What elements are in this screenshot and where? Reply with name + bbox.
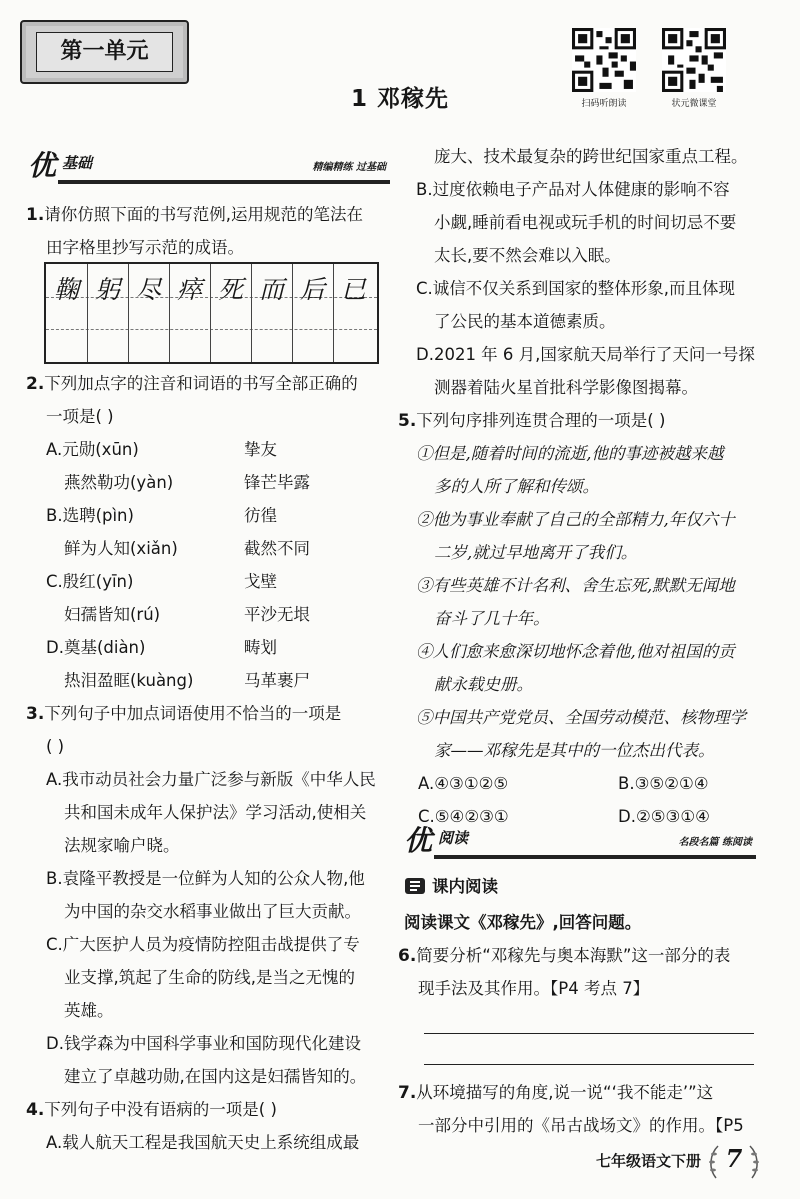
q3-option-line: A.我市动员社会力量广泛参与新版《中华人民	[46, 770, 376, 789]
section-reading-header	[404, 825, 756, 859]
grid-char: 而	[258, 275, 284, 304]
grid-char: 躬	[94, 275, 120, 304]
q3-option-line: 为中国的杂交水稻事业做出了巨大贡献。	[64, 902, 361, 921]
grid-char: 鞠	[53, 275, 79, 304]
q4-option-line: B.过度依赖电子产品对人体健康的影响不容	[416, 180, 730, 199]
section-title: 基础	[62, 154, 93, 172]
q3-option-line: D.钱学森为中国科学事业和国防现代化建设	[46, 1034, 361, 1053]
grid-char: 尽	[135, 275, 161, 304]
q7-line-2: 一部分中引用的《吊古战场文》的作用。【P5	[418, 1116, 744, 1135]
answer-line[interactable]	[424, 1064, 754, 1065]
reading-instruction: 阅读课文《邓稼先》,回答问题。	[404, 913, 642, 932]
unit-banner	[20, 20, 189, 84]
section-mark: 优	[404, 824, 433, 857]
q4-option-line: 庞大、技术最复杂的跨世纪国家重点工程。	[434, 147, 748, 166]
grid-char: 死	[217, 275, 243, 304]
q2-option-word: 彷徨	[244, 506, 277, 525]
qr-caption: 扫码听朗读	[581, 99, 627, 109]
footer-book: 七年级语文下册	[596, 1152, 702, 1170]
q2-line-2: 一项是( )	[46, 407, 114, 426]
q5-sentence-line: ①但是,随着时间的流逝,他的事迹被越来越	[416, 444, 724, 463]
q2-option-word: 马革裹尸	[244, 671, 310, 690]
q4-option-line: C.诚信不仅关系到国家的整体形象,而且体现	[416, 279, 736, 298]
q2-option: 燕然勒功(yàn)	[64, 473, 174, 492]
section-mark: 优	[28, 149, 57, 182]
q5-choice: D.②⑤③①④	[618, 807, 710, 826]
q5-choice: A.④③①②⑤	[418, 774, 509, 793]
q5-sentence-line: 多的人所了解和传颂。	[434, 477, 599, 496]
q3-line-1: 3.下列句子中加点词语使用不恰当的一项是	[26, 704, 342, 724]
reading-badge-icon	[404, 876, 426, 896]
q2-option-word: 截然不同	[244, 539, 310, 558]
q2-option: B.选聘(pìn)	[46, 506, 134, 525]
q4-option-line: 了公民的基本道德素质。	[434, 312, 616, 331]
q5-sentence-line: 二岁,就过早地离开了我们。	[434, 543, 638, 562]
q3-line-2: ( )	[46, 737, 65, 756]
section-title: 阅读	[438, 829, 469, 847]
q3-option-line: 英雄。	[64, 1001, 114, 1020]
q3-option-line: 法规家喻户晓。	[64, 836, 180, 855]
q1-line-1: 1.请你仿照下面的书写范例,运用规范的笔法在	[26, 205, 364, 225]
q5-sentence-line: ③有些英雄不计名利、舍生忘死,默默无闻地	[416, 576, 735, 595]
q5-sentence-line: 家——邓稼先是其中的一位杰出代表。	[434, 741, 715, 760]
q7-line-1: 7.从环境描写的角度,说一说“‘我不能走’”这	[398, 1083, 714, 1103]
q3-option-line: C.广大医护人员为疫情防控阻击战提供了专	[46, 935, 360, 954]
q3-option-line: 建立了卓越功勋,在国内这是妇孺皆知的。	[64, 1067, 367, 1086]
q5-sentence-line: ④人们愈来愈深切地怀念着他,他对祖国的贡	[416, 642, 735, 661]
page-number: 7	[725, 1144, 743, 1173]
q5-sentence-line: ②他为事业奉献了自己的全部精力,年仅六十	[416, 510, 735, 529]
q5-choice: B.③⑤②①④	[618, 774, 709, 793]
q2-option-word: 挚友	[244, 440, 277, 459]
answer-line[interactable]	[424, 1033, 754, 1034]
lesson-title: 1 邓稼先	[350, 86, 449, 112]
q2-option: A.元勋(xūn)	[46, 440, 139, 459]
unit-title: 第一单元	[36, 32, 173, 72]
q2-option: 妇孺皆知(rú)	[64, 605, 161, 624]
q4-option-line: D.2021 年 6 月,国家航天局举行了天问一号探	[416, 345, 755, 364]
section-tag: 名段名篇 练阅读	[678, 837, 752, 848]
q5-sentence-line: ⑤中国共产党党员、全国劳动模范、核物理学	[416, 708, 746, 727]
section-rule	[434, 855, 756, 859]
q2-option: C.殷红(yīn)	[46, 572, 134, 591]
tianzi-grid	[44, 262, 379, 364]
q1-line-2: 田字格里抄写示范的成语。	[46, 238, 244, 257]
q4-option-line: 测器着陆火星首批科学影像图揭幕。	[434, 378, 698, 397]
q2-option-word: 平沙无垠	[244, 605, 310, 624]
q4-line: 4.下列句子中没有语病的一项是( )	[26, 1100, 277, 1120]
section-tag: 精编精练 过基础	[312, 162, 386, 173]
q2-option-word: 畴划	[244, 638, 277, 657]
q4-option-line: A.载人航天工程是我国航天史上系统组成最	[46, 1133, 360, 1152]
q5-choice: C.⑤④②③①	[418, 807, 509, 826]
grid-char: 后	[299, 275, 325, 304]
q5-sentence-line: 献永载史册。	[434, 675, 533, 694]
q6-line-1: 6.简要分析“邓稼先与奥本海默”这一部分的表	[398, 946, 731, 966]
q4-option-line: 太长,要不然会难以入眠。	[434, 246, 621, 265]
grid-char: 瘁	[176, 275, 202, 304]
section-basic-header	[28, 150, 390, 184]
qr-caption: 状元微课堂	[671, 99, 717, 109]
q2-option: D.奠基(diàn)	[46, 638, 146, 657]
q5-sentence-line: 奋斗了几十年。	[434, 609, 550, 628]
q6-line-2: 现手法及其作用。【P4 考点 7】	[418, 979, 650, 998]
reading-subhead: 课内阅读	[432, 877, 498, 896]
section-rule	[58, 180, 390, 184]
q2-option: 热泪盈眶(kuàng)	[64, 671, 194, 690]
q2-option-word: 锋芒毕露	[244, 473, 310, 492]
grid-char: 已	[340, 275, 366, 304]
q3-option-line: 共和国未成年人保护法》学习活动,使相关	[64, 803, 367, 822]
q5-line: 5.下列句序排列连贯合理的一项是( )	[398, 411, 666, 431]
q2-line-1: 2.下列加点字的注音和词语的书写全部正确的	[26, 374, 358, 394]
q2-option: 鲜为人知(xiǎn)	[64, 539, 178, 558]
q2-option-word: 戈壁	[244, 572, 277, 591]
q3-option-line: 业支撑,筑起了生命的防线,是当之无愧的	[64, 968, 355, 987]
q4-option-line: 小觑,睡前看电视或玩手机的时间切忌不要	[434, 213, 737, 232]
q3-option-line: B.袁隆平教授是一位鲜为人知的公众人物,他	[46, 869, 365, 888]
